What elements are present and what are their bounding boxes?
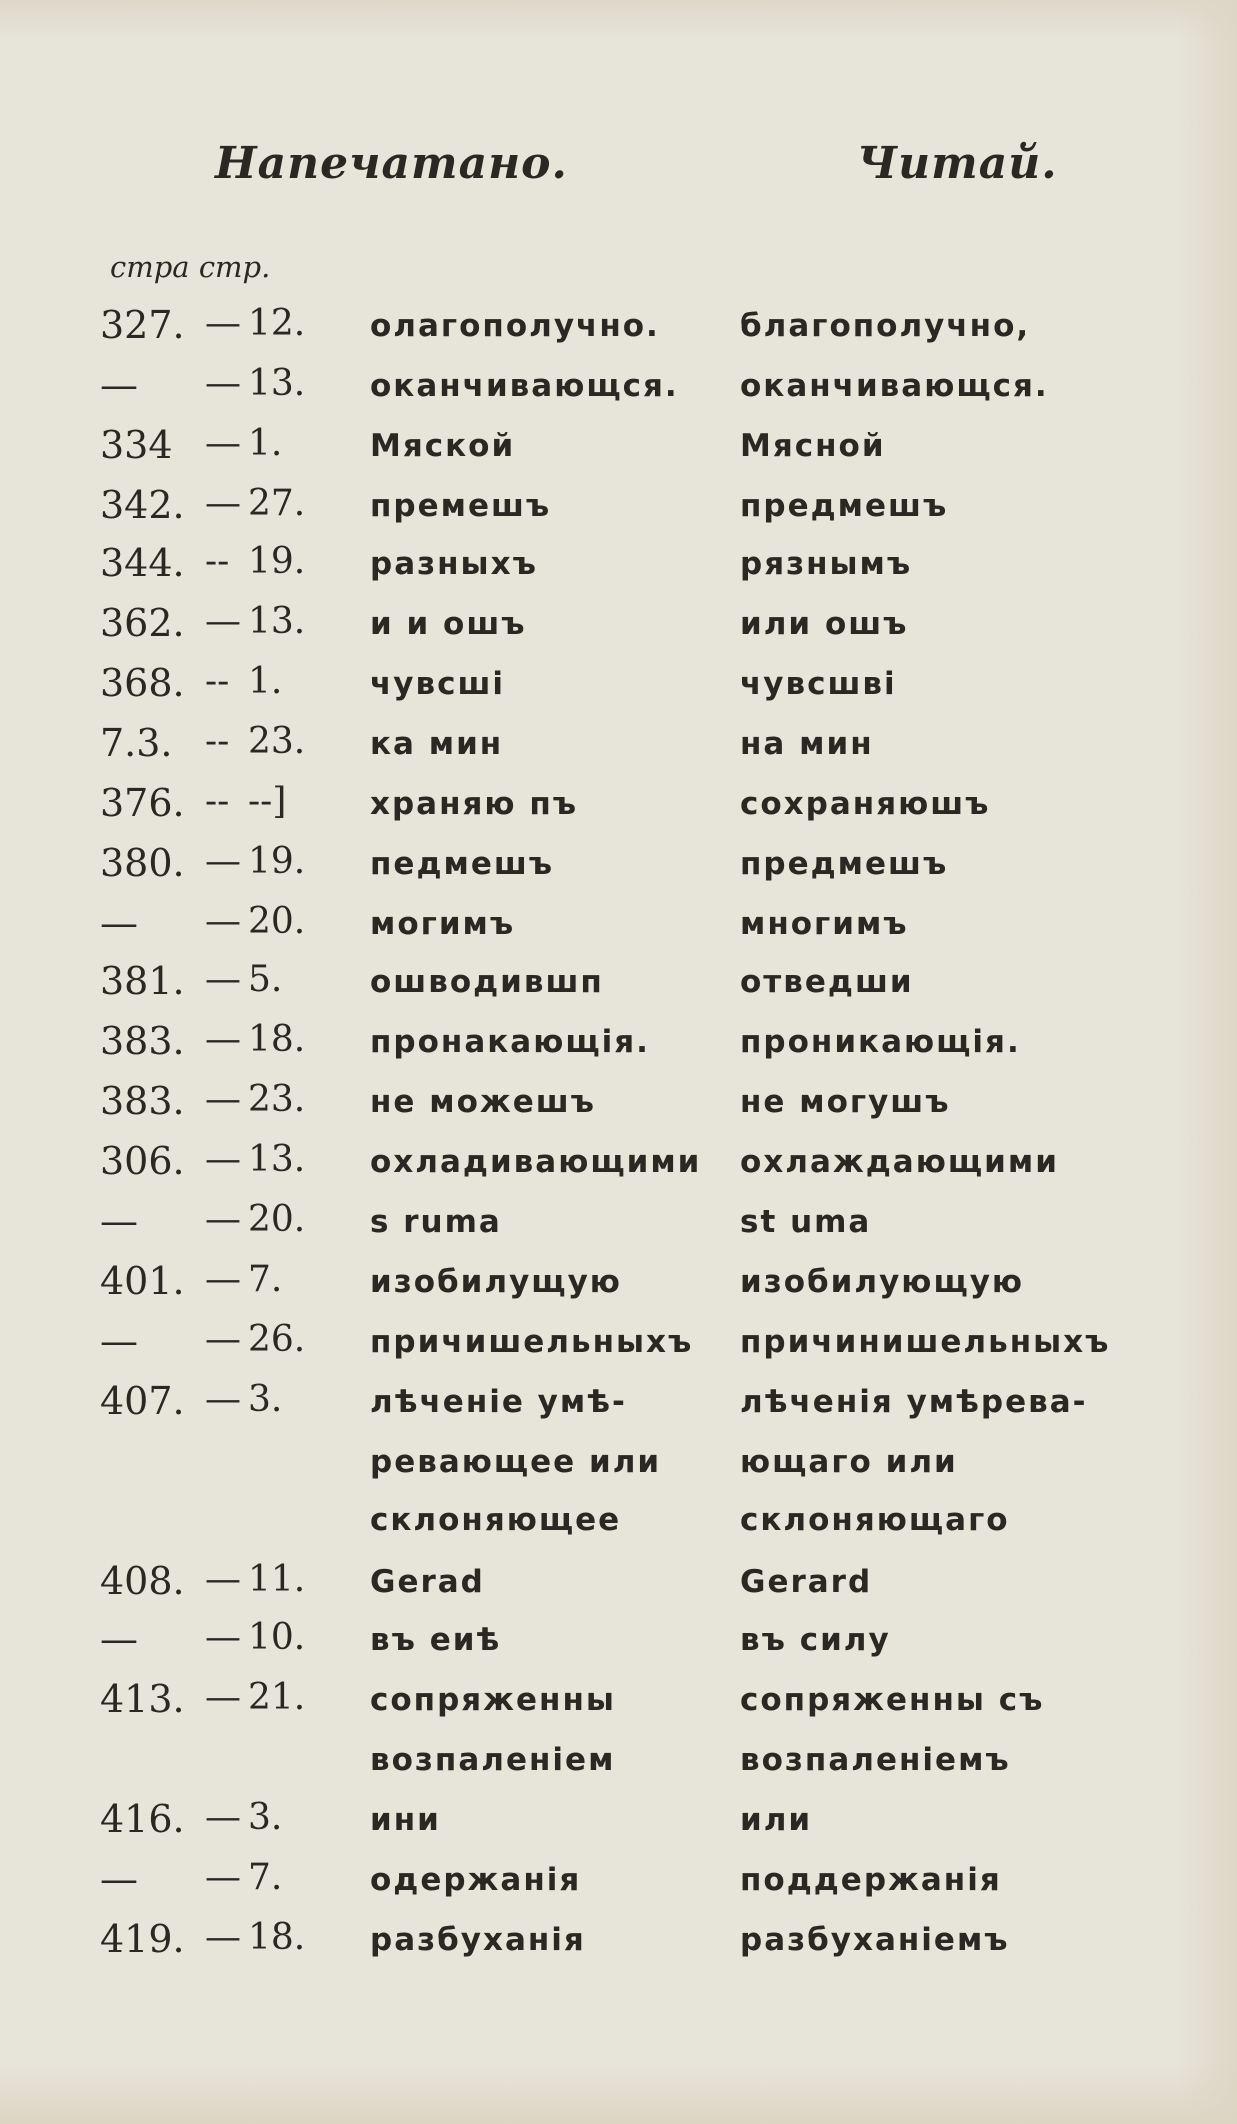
errata-row: [0, 601, 1237, 659]
correct-text: сохраняюшъ: [740, 786, 991, 822]
printed-text: сопряженны: [370, 1682, 616, 1718]
page-number: 368.: [100, 661, 185, 705]
printed-text: премешъ: [370, 488, 552, 524]
errata-row: [0, 1857, 1237, 1915]
dash-separator: —: [205, 1857, 241, 1898]
dash-separator: —: [205, 363, 241, 404]
correct-text: склоняющаго: [740, 1502, 1010, 1538]
errata-row: [0, 901, 1237, 959]
page-number: 7.3.: [100, 721, 173, 765]
page-number: 380.: [100, 841, 185, 885]
line-number: 10.: [248, 1617, 306, 1658]
line-number: 18.: [248, 1019, 306, 1060]
correct-text: въ силу: [740, 1622, 891, 1658]
dash-separator: —: [205, 1199, 241, 1240]
correct-text: изобилующую: [740, 1264, 1025, 1300]
correct-text: чувсшвi: [740, 666, 897, 702]
errata-row: [0, 1677, 1237, 1735]
correct-text: предмешъ: [740, 488, 949, 524]
errata-row: [0, 363, 1237, 421]
page-edge-top: [0, 0, 1237, 40]
errata-row: [0, 1079, 1237, 1137]
printed-text: въ еиѣ: [370, 1622, 502, 1658]
errata-row: [0, 1439, 1237, 1497]
line-number: 19.: [248, 541, 306, 582]
line-number: 26.: [248, 1319, 306, 1360]
correct-text: отведши: [740, 964, 914, 1000]
errata-row: [0, 303, 1237, 361]
header-read: Читай.: [857, 138, 1058, 189]
line-number: 23.: [248, 721, 306, 762]
line-number: 3.: [248, 1797, 283, 1838]
line-number: 21.: [248, 1677, 306, 1718]
printed-text: возпаленiем: [370, 1742, 616, 1778]
page-number: 362.: [100, 601, 185, 645]
subheader-page-line: стра стр.: [110, 250, 271, 284]
errata-row: [0, 721, 1237, 779]
page-number: 327.: [100, 303, 185, 347]
line-number: 1.: [248, 423, 283, 464]
dash-separator: —: [205, 483, 241, 524]
printed-text: разбуханiя: [370, 1922, 586, 1958]
line-number: 13.: [248, 1139, 306, 1180]
dash-separator: —: [205, 1379, 241, 1420]
page-number: 376.: [100, 781, 185, 825]
page-number: —: [100, 1199, 138, 1243]
errata-row: [0, 483, 1237, 541]
printed-text: лѣченiе умѣ-: [370, 1384, 627, 1420]
correct-text: или ошъ: [740, 606, 909, 642]
line-number: 7.: [248, 1857, 283, 1898]
page-number: 344.: [100, 541, 185, 585]
printed-text: разныхъ: [370, 546, 538, 582]
correct-text: поддержанiя: [740, 1862, 1002, 1898]
line-number: 18.: [248, 1917, 306, 1958]
page-number: 416.: [100, 1797, 185, 1841]
dash-separator: —: [205, 959, 241, 1000]
correct-text: Gerard: [740, 1564, 873, 1600]
printed-text: педмешъ: [370, 846, 555, 882]
errata-row: [0, 1617, 1237, 1675]
page-number: —: [100, 901, 138, 945]
dash-separator: —: [205, 1677, 241, 1718]
errata-row: [0, 781, 1237, 839]
correct-text: разбуханiемъ: [740, 1922, 1010, 1958]
line-number: 20.: [248, 901, 306, 942]
correct-text: возпаленiемъ: [740, 1742, 1011, 1778]
errata-row: [0, 1379, 1237, 1437]
page-number: 383.: [100, 1079, 185, 1123]
page-number: 306.: [100, 1139, 185, 1183]
correct-text: ющаго или: [740, 1444, 958, 1480]
errata-row: [0, 1319, 1237, 1377]
dash-separator: —: [205, 423, 241, 464]
printed-text: s ruma: [370, 1204, 502, 1240]
correct-text: охлаждающими: [740, 1144, 1059, 1180]
dash-separator: —: [205, 1259, 241, 1300]
correct-text: оканчивающся.: [740, 368, 1049, 404]
correct-text: не могушъ: [740, 1084, 951, 1120]
printed-text: причишельныхъ: [370, 1324, 694, 1360]
printed-text: могимъ: [370, 906, 516, 942]
page-number: 383.: [100, 1019, 185, 1063]
errata-row: [0, 841, 1237, 899]
page-number: 407.: [100, 1379, 185, 1423]
line-number: 5.: [248, 959, 283, 1000]
dash-separator: --: [205, 541, 230, 582]
printed-text: ини: [370, 1802, 441, 1838]
printed-text: оканчивающся.: [370, 368, 679, 404]
correct-text: проникающiя.: [740, 1024, 1021, 1060]
printed-text: и и ошъ: [370, 606, 527, 642]
printed-text: склоняющее: [370, 1502, 622, 1538]
errata-row: [0, 661, 1237, 719]
line-number: 20.: [248, 1199, 306, 1240]
dash-separator: —: [205, 841, 241, 882]
page-number: 401.: [100, 1259, 185, 1303]
page-number: —: [100, 1857, 138, 1901]
page-number: 381.: [100, 959, 185, 1003]
errata-row: [0, 423, 1237, 481]
dash-separator: —: [205, 1559, 241, 1600]
correct-text: на мин: [740, 726, 874, 762]
printed-text: одержанiя: [370, 1862, 582, 1898]
page-number: —: [100, 1319, 138, 1363]
line-number: 12.: [248, 303, 306, 344]
correct-text: сопряженны съ: [740, 1682, 1045, 1718]
printed-text: Gerad: [370, 1564, 485, 1600]
printed-text: охладивающими: [370, 1144, 702, 1180]
dash-separator: --: [205, 721, 230, 762]
errata-row: [0, 1917, 1237, 1975]
errata-row: [0, 1019, 1237, 1077]
dash-separator: --: [205, 781, 230, 822]
dash-separator: —: [205, 1917, 241, 1958]
page-number: —: [100, 363, 138, 407]
dash-separator: —: [205, 1319, 241, 1360]
printed-text: Мяской: [370, 428, 516, 464]
line-number: 7.: [248, 1259, 283, 1300]
line-number: 19.: [248, 841, 306, 882]
errata-row: [0, 541, 1237, 599]
errata-row: [0, 1259, 1237, 1317]
line-number: 3.: [248, 1379, 283, 1420]
printed-text: храняю пъ: [370, 786, 579, 822]
errata-row: [0, 1199, 1237, 1257]
printed-text: пронакающiя.: [370, 1024, 650, 1060]
correct-text: st uma: [740, 1204, 872, 1240]
correct-text: многимъ: [740, 906, 909, 942]
dash-separator: —: [205, 901, 241, 942]
printed-text: ка мин: [370, 726, 504, 762]
correct-text: Мясной: [740, 428, 886, 464]
dash-separator: —: [205, 1079, 241, 1120]
line-number: 27.: [248, 483, 306, 524]
correct-text: лѣченiя умѣрева-: [740, 1384, 1088, 1420]
dash-separator: —: [205, 1139, 241, 1180]
errata-row: [0, 1497, 1237, 1555]
errata-row: [0, 959, 1237, 1017]
correct-text: благополучно,: [740, 308, 1031, 344]
line-number: 13.: [248, 363, 306, 404]
dash-separator: —: [205, 601, 241, 642]
page-number: 342.: [100, 483, 185, 527]
dash-separator: —: [205, 303, 241, 344]
correct-text: причинишельныхъ: [740, 1324, 1111, 1360]
errata-row: [0, 1737, 1237, 1795]
page-edge-bottom: [0, 2064, 1237, 2124]
printed-text: чувсшi: [370, 666, 506, 702]
page-number: —: [100, 1617, 138, 1661]
errata-row: [0, 1139, 1237, 1197]
page-number: 334: [100, 423, 173, 467]
line-number: 11.: [248, 1559, 306, 1600]
line-number: 23.: [248, 1079, 306, 1120]
page-number: 419.: [100, 1917, 185, 1961]
correct-text: или: [740, 1802, 813, 1838]
line-number: 13.: [248, 601, 306, 642]
printed-text: не можешъ: [370, 1084, 596, 1120]
errata-row: [0, 1559, 1237, 1617]
page-number: 408.: [100, 1559, 185, 1603]
dash-separator: —: [205, 1019, 241, 1060]
errata-row: [0, 1797, 1237, 1855]
line-number: --]: [248, 781, 287, 822]
page-number: 413.: [100, 1677, 185, 1721]
line-number: 1.: [248, 661, 283, 702]
header-printed: Напечатано.: [215, 138, 568, 189]
printed-text: олагополучно.: [370, 308, 660, 344]
correct-text: предмешъ: [740, 846, 949, 882]
printed-text: изобилущую: [370, 1264, 622, 1300]
dash-separator: —: [205, 1617, 241, 1658]
printed-text: ошводившп: [370, 964, 604, 1000]
dash-separator: --: [205, 661, 230, 702]
printed-text: ревающее или: [370, 1444, 662, 1480]
dash-separator: —: [205, 1797, 241, 1838]
correct-text: рязнымъ: [740, 546, 913, 582]
